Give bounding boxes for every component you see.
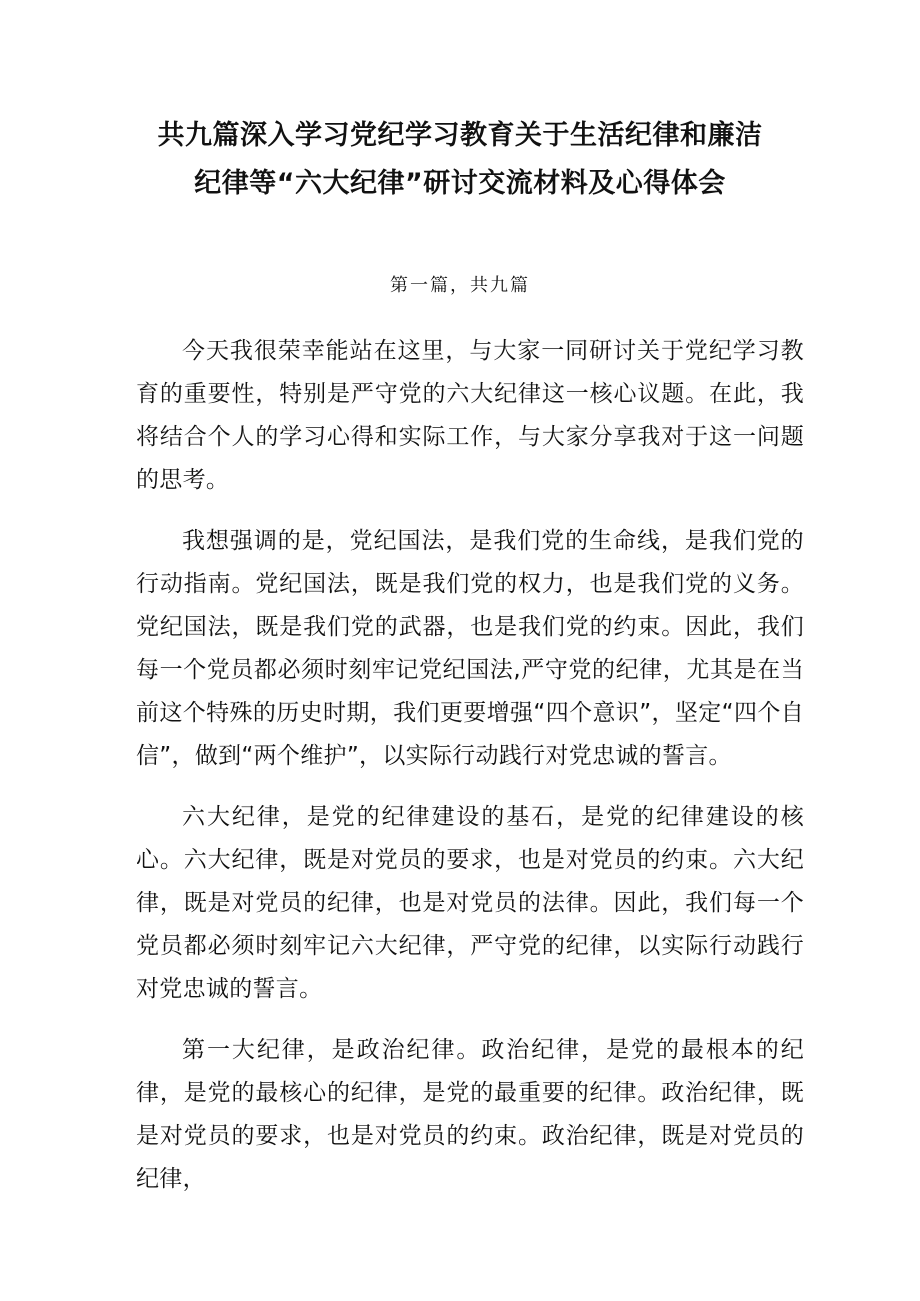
- paragraph-3: 六大纪律，是党的纪律建设的基石，是党的纪律建设的核心。六大纪律，既是对党员的要求，也是对党员的约束。六大纪律，既是对党员的纪律，也是对党员的法律。因此，我们每一个党员都必须时刻牢记六大纪律，严守党的纪律，以实际行动践行对党忠诚的誓言。: [136, 804, 804, 1002]
- document-title: [110, 112, 810, 208]
- section-heading: 第一篇，共九篇: [390, 275, 530, 296]
- paragraph-2: 我想强调的是，党纪国法，是我们党的生命线，是我们党的行动指南。党纪国法，既是我们党的权力，也是我们党的义务。党纪国法，既是我们党的武器，也是我们党的约束。因此，我们每一个党员都必须时刻牢记党纪国法,严守党的纪律，尤其是在当前这个特殊的历史时期，我们更要增强“四个意识”，坚定“四个自信”，做到“两个维护”，以实际行动践行对党忠诚的誓言。: [136, 528, 804, 769]
- paragraph-4: 第一大纪律，是政治纪律。政治纪律，是党的最根本的纪律，是党的最核心的纪律，是党的最重要的纪律。政治纪律，既是对党员的要求，也是对党员的约束。政治纪律，既是对党员的纪律，: [136, 1037, 804, 1192]
- title-line-1: 共九篇深入学习党纪学习教育关于生活纪律和廉洁: [157, 120, 763, 151]
- document-body: [136, 330, 804, 1219]
- title-line-2: 纪律等“六大纪律”研讨交流材料及心得体会: [194, 168, 726, 199]
- paragraph-1: 今天我很荣幸能站在这里，与大家一同研讨关于党纪学习教育的重要性，特别是严守党的六大纪律这一核心议题。在此，我将结合个人的学习心得和实际工作，与大家分享我对于这一问题的思考。: [136, 338, 804, 493]
